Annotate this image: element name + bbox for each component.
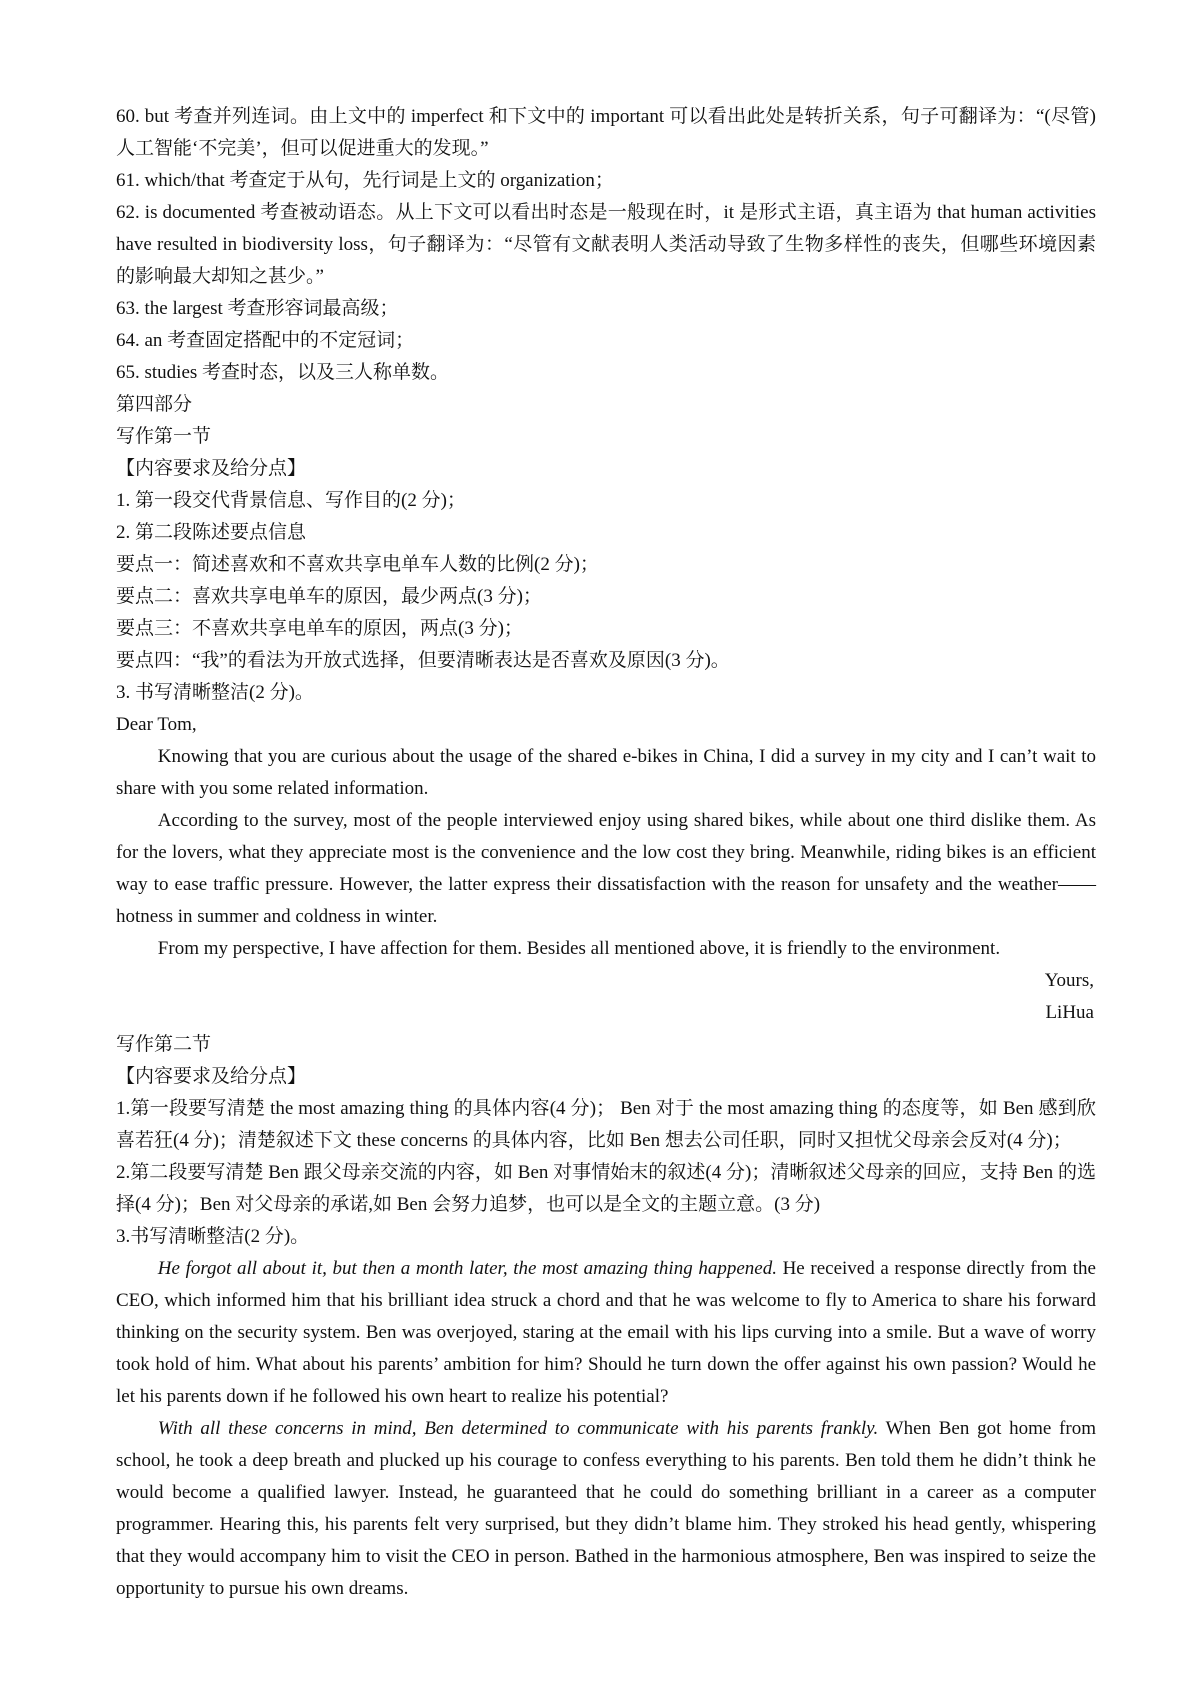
point-1: 要点一：简述喜欢和不喜欢共享电单车人数的比例(2 分)； (116, 554, 599, 575)
criterion-3: 3. 书写清晰整洁(2 分)。 (116, 682, 314, 703)
story-paragraph-2-body: When Ben got home from school, he took a deep breath and plucked up his courage to confess everything to his parents. Ben told them he didn’t think he would become a qualified lawyer. Instead, he guaranteed that he could do something brilliant in a career as a computer programmer. Hearing this, his parents felt very surprised, but they didn’t blame him. They stroked his head gently, whispering that they would accompany him to visit the CEO in person. Bathed in the harmonious atmosphere, Ben was inspired to seize the opportunity to pursue his own dreams. (116, 1418, 1096, 1599)
point-3: 要点三：不喜欢共享电单车的原因，两点(3 分)； (116, 618, 523, 639)
criterion-1: 1. 第一段交代背景信息、写作目的(2 分)； (116, 490, 466, 511)
letter-closing: Yours, (1044, 970, 1094, 991)
story-paragraph-1-lead: He forgot all about it, but then a month later, the most amazing thing happened. (157, 1258, 777, 1279)
answer-60: 60. but 考查并列连词。由上文中的 imperfect 和下文中的 important 可以看出此处是转折关系，句子可翻译为：“(尽管)人工智能‘不完美’，但可以促进重大的发现。” (116, 106, 1096, 159)
criterion-2: 2. 第二段陈述要点信息 (116, 522, 307, 543)
story-paragraph-1 (116, 1253, 1096, 1413)
section2-criteria-heading: 【内容要求及给分点】 (116, 1066, 307, 1087)
answer-63: 63. the largest 考查形容词最高级； (116, 298, 399, 319)
section2-criterion-3: 3.书写清晰整洁(2 分)。 (116, 1226, 310, 1247)
document-page (116, 101, 1096, 1605)
section2-title: 写作第二节 (116, 1034, 212, 1055)
story-paragraph-2-lead: With all these concerns in mind, Ben determined to communicate with his parents frankly. (157, 1418, 879, 1439)
section2-criterion-1: 1.第一段要写清楚 the most amazing thing 的具体内容(4 分)； Ben 对于 the most amazing thing 的态度等，如 Ben 感到欣喜若狂(4 分)；清楚叙述下文 these concerns 的具体内容，比如 Ben 想去公司任职，同时又担忧父母亲会反对(4 分)； (116, 1098, 1096, 1151)
point-4: 要点四：“我”的看法为开放式选择，但要清晰表达是否喜欢及原因(3 分)。 (116, 650, 730, 671)
letter-salutation: Dear Tom, (116, 714, 197, 735)
answer-61: 61. which/that 考查定于从句，先行词是上文的 organization； (116, 170, 614, 191)
answer-62: 62. is documented 考查被动语态。从上下文可以看出时态是一般现在时，it 是形式主语，真主语为 that human activities have resulted in biodiversity loss，句子翻译为：“尽管有文献表明人类活动导致了生物多样性的丧失，但哪些环境因素的影响最大却知之甚少。” (116, 202, 1096, 287)
section1-title: 写作第一节 (116, 426, 212, 447)
letter-paragraph-3: From my perspective, I have affection for them. Besides all mentioned above, it is friendly to the environment. (157, 938, 1001, 959)
story-paragraph-1-body: He received a response directly from the CEO, which informed him that his brilliant idea struck a chord and that he was welcome to fly to America to share his forward thinking on the security system. Ben was overjoyed, staring at the email with his lips curving into a smile. But a wave of worry took hold of him. What about his parents’ ambition for him? Should he turn down the offer against his own passion? Would he let his parents down if he followed his own heart to realize his potential? (116, 1258, 1096, 1407)
letter-paragraph-2: According to the survey, most of the people interviewed enjoy using shared bikes, while about one third dislike them. As for the lovers, what they appreciate most is the convenience and the low cost they bring. Meanwhile, riding bikes is an efficient way to ease traffic pressure. However, the latter express their dissatisfaction with the reason for unsafety and the weather——hotness in summer and coldness in winter. (116, 810, 1096, 927)
answer-65: 65. studies 考查时态，以及三人称单数。 (116, 362, 450, 383)
section2-criterion-2: 2.第二段要写清楚 Ben 跟父母亲交流的内容，如 Ben 对事情始末的叙述(4 分)；清晰叙述父母亲的回应，支持 Ben 的选择(4 分)；Ben 对父母亲的承诺,如 Ben 会努力追梦，也可以是全文的主题立意。(3 分) (116, 1162, 1096, 1215)
criteria-heading: 【内容要求及给分点】 (116, 458, 307, 479)
answer-64: 64. an 考查固定搭配中的不定冠词； (116, 330, 415, 351)
story-paragraph-2 (116, 1413, 1096, 1605)
point-2: 要点二：喜欢共享电单车的原因，最少两点(3 分)； (116, 586, 542, 607)
letter-signature: LiHua (1045, 1002, 1094, 1023)
part4-title: 第四部分 (116, 394, 193, 415)
letter-paragraph-1: Knowing that you are curious about the usage of the shared e-bikes in China, I did a survey in my city and I can’t wait to share with you some related information. (116, 746, 1096, 799)
